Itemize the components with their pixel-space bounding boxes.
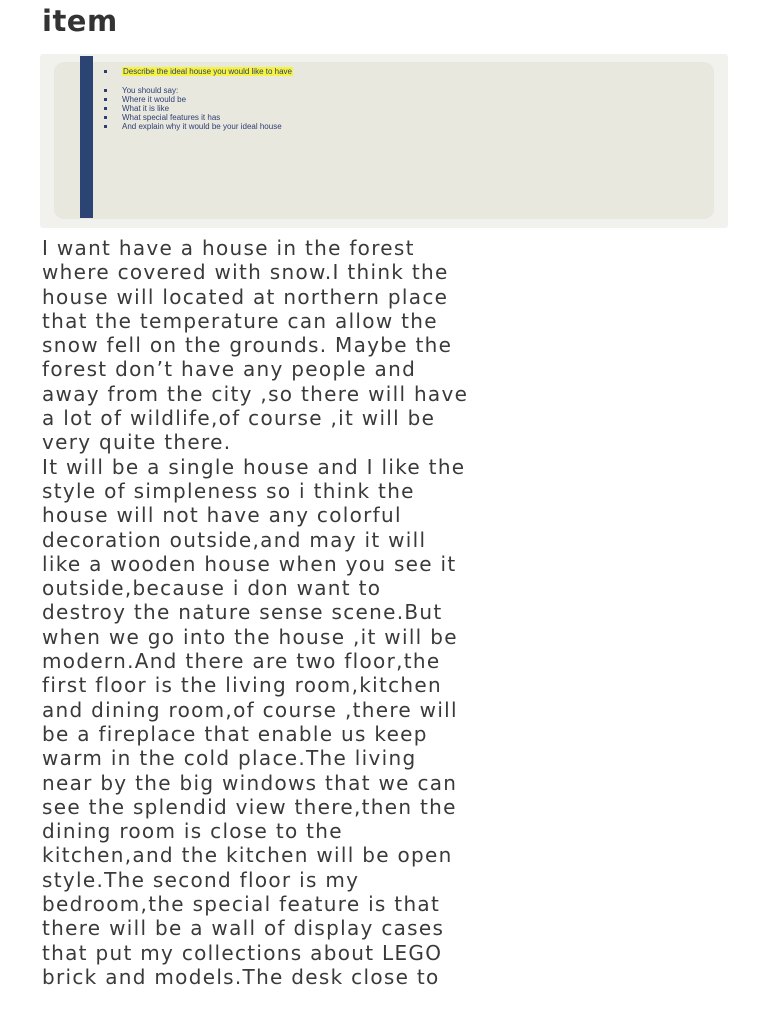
essay-line: style.The second floor is my (42, 867, 360, 892)
essay-line: house will located at northern place (42, 284, 449, 309)
task-point-text: And explain why it would be your ideal house (122, 122, 282, 131)
essay-body (42, 236, 762, 989)
essay-line: house will not have any colorful (42, 503, 402, 528)
essay-line: when we go into the house ,it will be (42, 624, 458, 649)
bullet-icon (104, 107, 107, 110)
page-title: item (42, 4, 118, 38)
task-intro-text: You should say: (122, 86, 179, 95)
task-point (104, 95, 293, 104)
essay-line: near by the big windows that we can (42, 770, 458, 795)
essay-line: and dining room,of course ,there will (42, 697, 458, 722)
essay-line: kitchen,and the kitchen will be open (42, 843, 453, 868)
essay-line: outside,because i don want to (42, 576, 382, 601)
task-card-list (104, 67, 293, 131)
task-point (104, 104, 293, 113)
task-point-text: Where it would be (122, 95, 187, 104)
essay-line: warm in the cold place.The living (42, 746, 417, 771)
essay-line: where covered with snow.I think the (42, 260, 449, 285)
essay-line: very quite there. (42, 430, 232, 455)
essay-line: see the splendid view there,then the (42, 794, 457, 819)
bullet-icon (104, 125, 107, 128)
essay-line: destroy the nature sense scene.But (42, 600, 443, 625)
essay-line: there will be a wall of display cases (42, 916, 445, 941)
bullet-icon (104, 89, 107, 92)
task-prompt (104, 67, 293, 76)
essay-line: modern.And there are two floor,the (42, 649, 441, 674)
task-point (104, 122, 293, 131)
task-intro (104, 86, 293, 95)
essay-line: away from the city ,so there will have (42, 381, 469, 406)
essay-paragraph (42, 236, 762, 455)
essay-line: brick and models.The desk close to (42, 964, 440, 989)
essay-line: decoration outside,and may it will (42, 527, 427, 552)
essay-line: snow fell on the grounds. Maybe the (42, 333, 453, 358)
essay-paragraph (42, 455, 762, 990)
task-point (104, 113, 293, 122)
essay-line: forest don’t have any people and (42, 357, 417, 382)
bullet-icon (104, 70, 107, 73)
essay-line: It will be a single house and I like the (42, 454, 466, 479)
essay-line: dining room is close to the (42, 819, 343, 844)
task-point-text: What special features it has (122, 113, 221, 122)
essay-line: be a fireplace that enable us keep (42, 721, 428, 746)
task-card-accent-bar (80, 56, 93, 218)
essay-line: style of simpleness so i think the (42, 478, 415, 503)
bullet-icon (104, 98, 107, 101)
essay-line: first floor is the living room,kitchen (42, 673, 442, 698)
essay-line: that the temperature can allow the (42, 308, 438, 333)
bullet-icon (104, 116, 107, 119)
essay-line: that put my collections about LEGO (42, 940, 443, 965)
task-point-text: What it is like (122, 104, 170, 113)
essay-line: bedroom,the special feature is that (42, 892, 441, 917)
essay-line: a lot of wildlife,of course ,it will be (42, 406, 436, 431)
task-prompt-text: Describe the ideal house you would like to have (123, 67, 292, 76)
essay-line: like a wooden house when you see it (42, 551, 457, 576)
essay-line: I want have a house in the forest (42, 236, 415, 260)
